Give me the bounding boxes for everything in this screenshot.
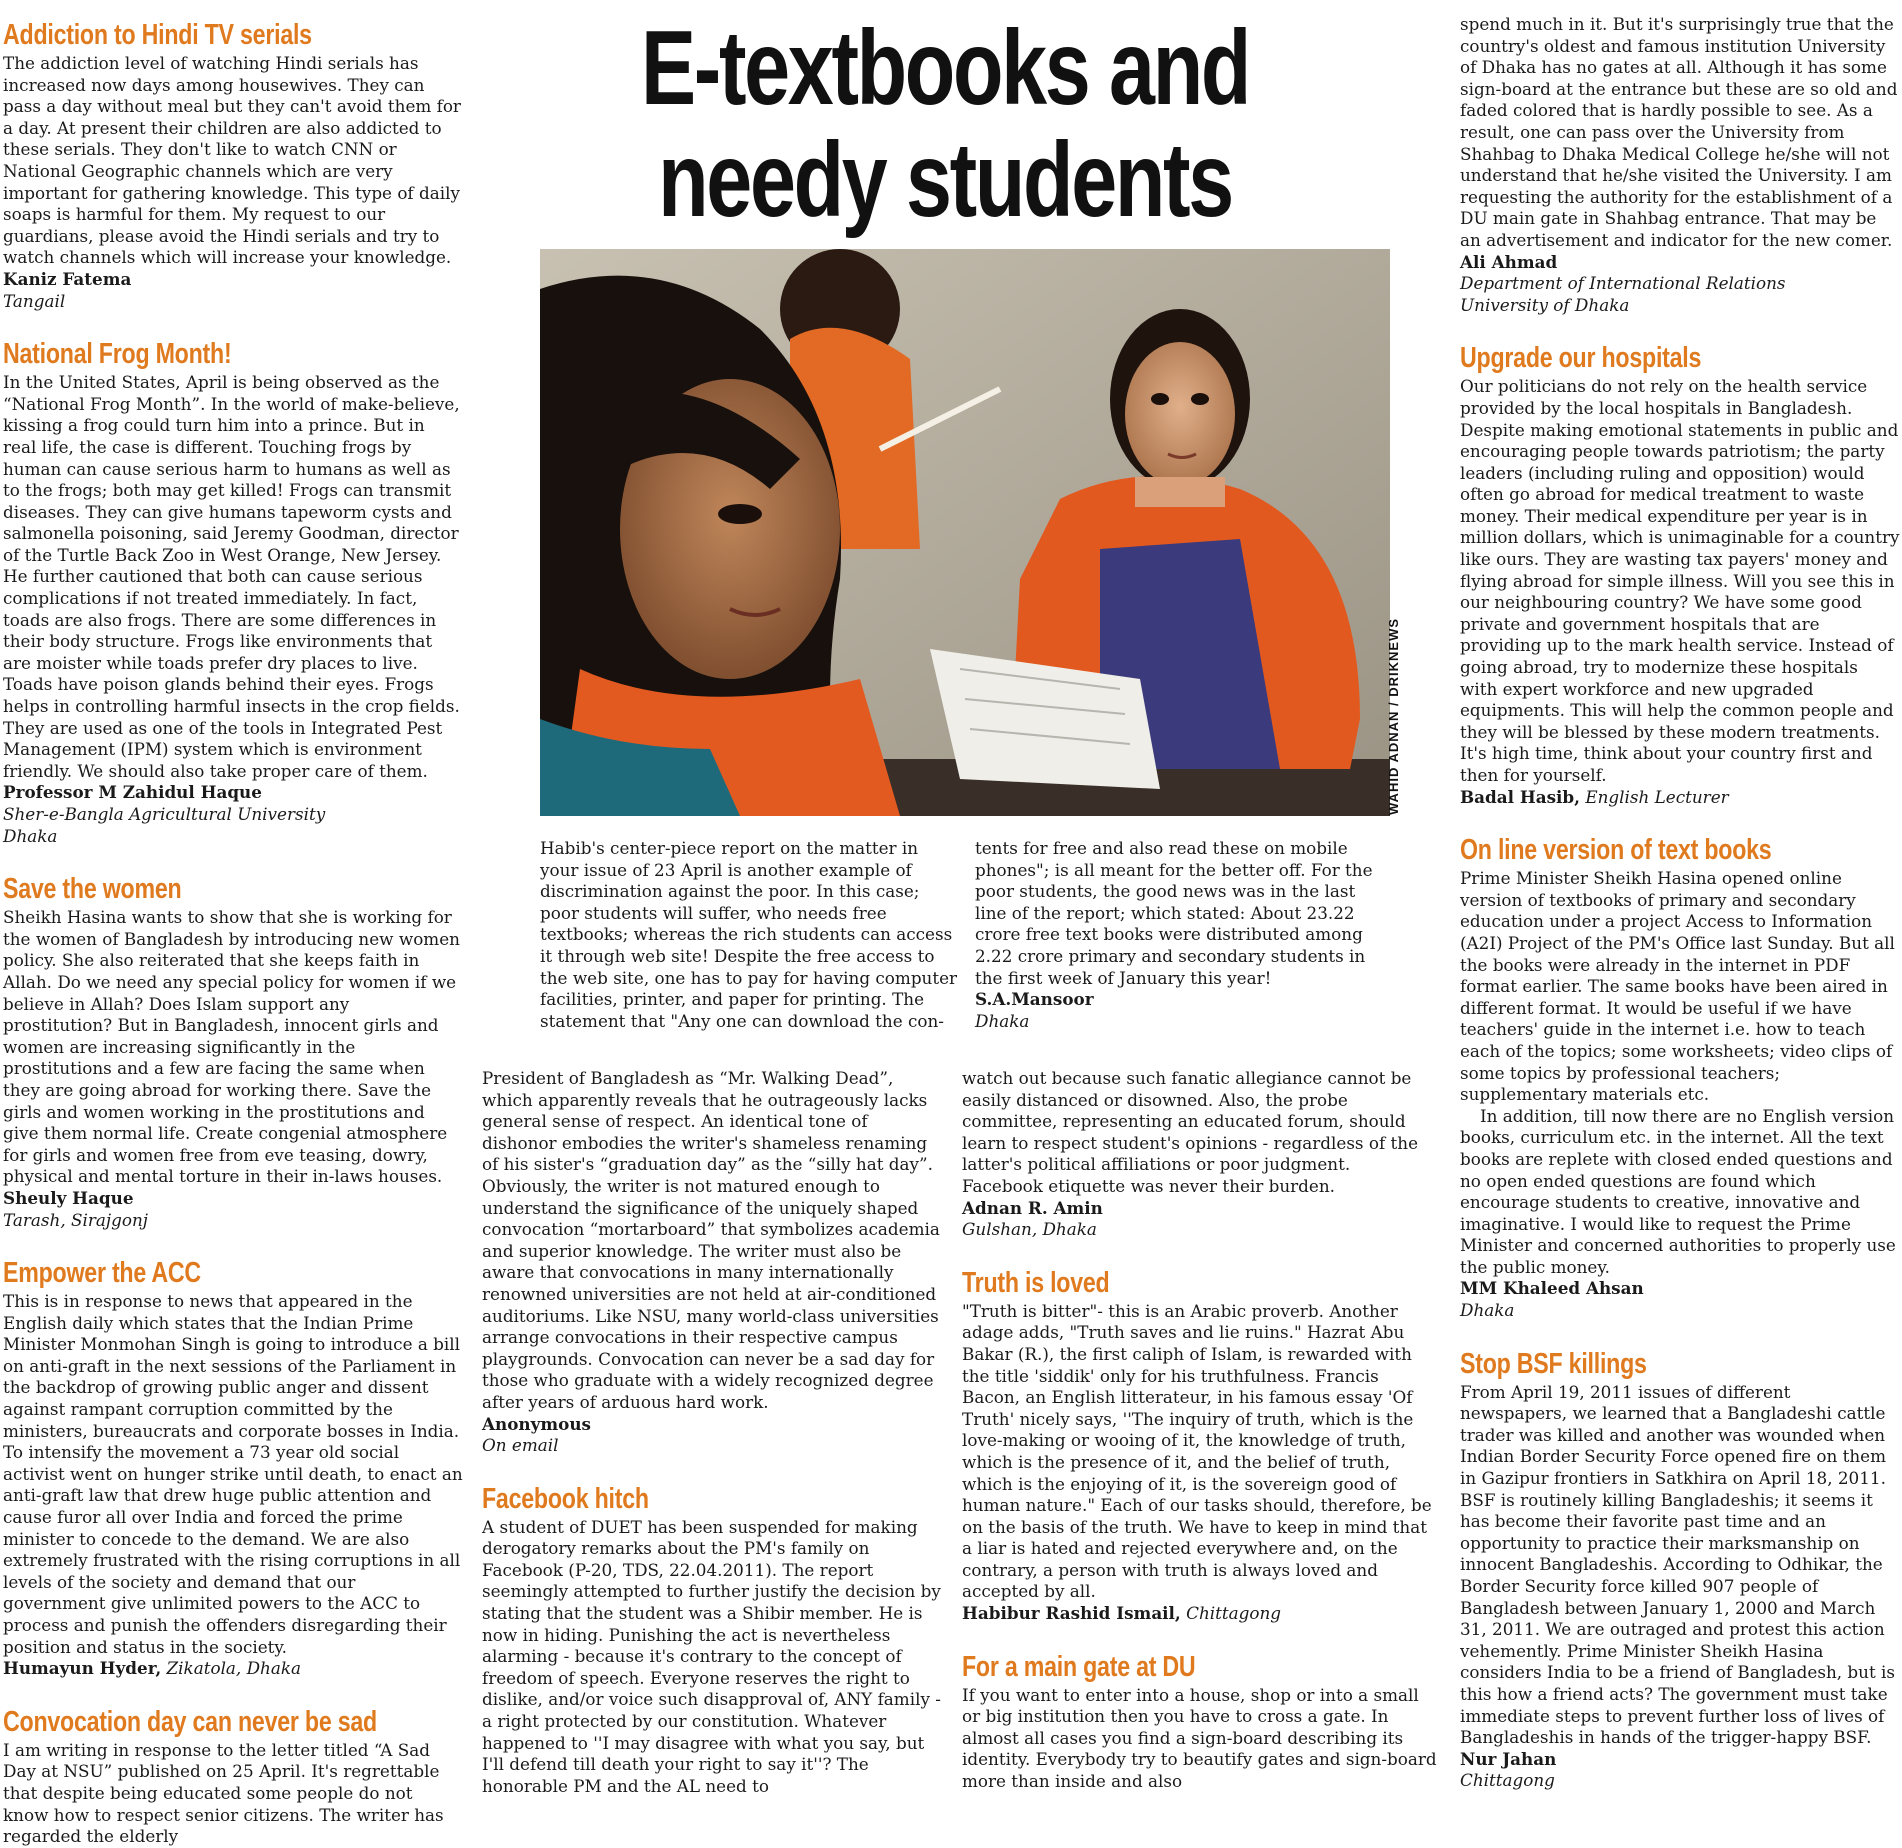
letter-body: The addiction level of watching Hindi serials has increased now days among housewives. They can pass a day without meal but they can't avoid them for a day. At present their children are also addicted to these serials. They don't like to watch CNN or National Geographic channels which are very important for gathering knowledge. This type of daily soaps is harmful for them. My request to our guardians, please avoid the Hindi serials and try to watch channels which will increase your knowledge. — [3, 53, 461, 268]
letter-location: Dhaka — [975, 1010, 1030, 1031]
letter-author: Anonymous — [482, 1413, 591, 1434]
letter-body: watch out because such fanatic allegiance cannot be easily distanced or disowned. Also, the probe committee, representing an educated forum, should learn to respect student's opinions - regardless of the latter's political affiliations or poor judgment. — [962, 1068, 1419, 1175]
headline: National Frog Month! — [3, 338, 232, 371]
letter-author: S.A.Mansoor — [975, 989, 1094, 1010]
letter-location: Dhaka — [1460, 1300, 1515, 1321]
letter-body: "Truth is bitter"- this is an Arabic proverb. Another adage adds, "Truth saves and lie ruins." Hazrat Abu Bakar (R.), the first caliph of Islam, is rewarded with the title 'siddik' only for his truthfulness. Francis Bacon, an English litterateur, in his famous essay 'Of Truth' nicely says, ''The inquiry of truth, which is the love-making or wooing of it, the knowledge of truth, which is the presence of it, and the belief of truth, which is the enjoying of it, is the sovereign good of human nature." Each of our tasks should, therefore, be on the basis of the truth. We have to keep in mind that a liar is hated and rejected everywhere and, on the contrary, a person with truth is always loved and accepted by all. — [962, 1300, 1432, 1602]
letter-online-textbooks — [1460, 834, 1900, 1321]
letter-author: Sheuly Haque — [3, 1187, 134, 1208]
letter-convocation-cont — [482, 1068, 947, 1457]
letter-hindi-serials — [3, 19, 463, 312]
letter-body: Our politicians do not rely on the health service provided by the local hospitals in Bangladesh. Despite making emotional statements in public and encouraging people towards patriotism; the party leaders (including ruling and opposition) would often go abroad for medical treatment to waste money. Their medical expenditure per year is in million dollars, which is unimaginable for a country like ours. They are wasting tax payers' money and flying abroad for simple illness. Will you see this in our neighbouring country? We have some good private and government hospitals that are providing up to the mark health service. Instead of going abroad, try to modernize these hospitals with expert workforce and new upgraded equipments. This will help the common people and they will be blessed by these modern treatments. It's high time, think about your country first and then for yourself. — [1460, 376, 1900, 785]
headline: Upgrade our hospitals — [1460, 342, 1702, 375]
classroom-photo — [540, 249, 1390, 816]
letter-bsf-killings — [1460, 1348, 1900, 1792]
letter-du-gate — [962, 1651, 1440, 1793]
letter-save-women — [3, 873, 463, 1231]
letter-author: Badal Hasib, — [1460, 786, 1581, 807]
letter-location: Chittagong — [1460, 1770, 1555, 1791]
letter-author: Adnan R. Amin — [962, 1197, 1103, 1218]
letter-truth-loved — [962, 1267, 1440, 1625]
letter-location: Sher-e-Bangla Agricultural University — [3, 804, 326, 824]
letter-facebook-hitch — [482, 1483, 947, 1798]
letter-location: Department of International Relations — [1460, 273, 1786, 294]
main-letter-col-1 — [540, 838, 960, 1032]
letter-author: Habibur Rashid Ismail, — [962, 1603, 1181, 1624]
letter-facebook-cont — [962, 1068, 1440, 1241]
letter-body: This is in response to news that appeared in the English daily which states that the Indian Prime Minister Monmohan Singh is going to introduce a bill on anti-graft in the next sessions of the Parliament in the backdrop of growing public anger and dissent against rampant corruption committed by the ministers, bureaucrats and corporate bosses in India. To intensify the movement a 73 year old social activist went on hunger strike until death, to enact an anti-graft law that drew huge public attention and cause furor all over India and forced the prime minister to concede to the demand. We are also extremely frustrated with the rising corruptions in all levels of the society and demand that our government give unlimited powers to the ACC to process and punish the offenders disregarding their position and status in the society. — [3, 1291, 463, 1657]
letter-body: spend much in it. But it's surprisingly true that the country's oldest and famous institution University of Dhaka has no gates at all. Although it has some sign-board at the entrance but these are so old and faded colored that is hardly possible to see. As a result, one can pass over the University from Shahbag to Dhaka Medical College he/she will not understand that he/she visited the University. I am requesting the authority for the establishment of a DU main gate in Shahbag entrance. That may be an advertisement and indicator for the new comer. — [1460, 14, 1898, 250]
letter-author: Ali Ahmad — [1460, 251, 1558, 272]
letter-body: A student of DUET has been suspended for making derogatory remarks about the PM's family on Facebook (P-20, TDS, 22.04.2011). The report seemingly attempted to further justify the decision by stating that the student was a Shibir member. He is now in hiding. Punishing the act is nevertheless alarming - because it's contrary to the concept of freedom of speech. Everyone reserves the right to dislike, and/or voice such disapproval of, ANY family - a right protected by our constitution. Whatever happened to ''I may disagree with what you say, but I'll defend till death your right to say it''? The honorable PM and the AL need to — [482, 1516, 941, 1796]
main-letter-body: Habib's center-piece report on the matter in your issue of 23 April is another example of discrimination against the poor. In this case; poor students will suffer, who needs free textbooks; whereas the rich students can access it through web site! Despite the free access to the web site, one has to pay for having computer facilities, printer, and paper for printing. The statement that "Any one can download the con- — [540, 838, 958, 1031]
letter-location: Tangail — [3, 290, 66, 311]
column-center-left — [482, 1068, 947, 1797]
letter-location: Tarash, Sirajgonj — [3, 1209, 148, 1230]
letter-location: University of Dhaka — [1460, 294, 1630, 315]
letter-location: Gulshan, Dhaka — [962, 1219, 1097, 1240]
headline: Empower the ACC — [3, 1257, 201, 1290]
headline: Facebook hitch — [482, 1482, 649, 1515]
letter-body: If you want to enter into a house, shop or into a small or big institution then you have to cross a gate. In almost all cases you find a sign-board describing its identity. Everybody try to beautify gates and sign-board more than inside and also — [962, 1684, 1437, 1792]
main-letter-body: tents for free and also read these on mobile phones"; is all meant for the better off. For the poor students, the good news was in the last line of the report; which stated: About 23.22 crore free text books were distributed among 2.22 crore primary and secondary students in the first week of January this year! — [975, 838, 1373, 988]
headline: Truth is loved — [962, 1266, 1110, 1299]
letter-body: I am writing in response to the letter titled “A Sad Day at NSU” published on 25 April. It's regrettable that despite being educated some people do not know how to respect senior citizens. The writer has regarded the elderly — [3, 1739, 444, 1847]
photo-credit: WAHID ADNAN / DRIKNEWS — [1386, 617, 1401, 815]
headline: Stop BSF killings — [1460, 1347, 1647, 1380]
letter-author: Nur Jahan — [1460, 1748, 1557, 1769]
headline: On line version of text books — [1460, 834, 1772, 867]
letter-body: Facebook etiquette was never their burden. — [962, 1175, 1335, 1196]
letter-location: English Lecturer — [1585, 786, 1729, 807]
letter-du-gate-cont — [1460, 14, 1900, 316]
letter-location: Chittagong — [1186, 1603, 1282, 1624]
letter-body: In the United States, April is being observed as the “National Frog Month”. In the world of make-believe, kissing a frog could turn him into a prince. But in real life, the case is different. Touching frogs by human can cause serious harm to humans as well as to the frogs; both may get killed! Frogs can transmit diseases. They can give humans tapeworm cysts and salmonella poisoning, said Jeremy Goodman, director of the Turtle Back Zoo in West Orange, New Jersey. He further cautioned that both can cause serious complications if not treated immediately. In fact, toads are also frogs. There are some differences in their body structure. Frogs like environments that are moister while toads prefer dry places to live. Toads have poison glands behind their eyes. Frogs helps in controlling harmful insects in the crop fields. They are used as one of the tools in Integrated Pest Management (IPM) system which is environment friendly. We should also take proper care of them. — [3, 372, 460, 781]
column-left — [3, 19, 463, 1848]
headline: Addiction to Hindi TV serials — [3, 19, 312, 51]
letter-body: Sheikh Hasina wants to show that she is working for the women of Bangladesh by introducing new women policy. She also reiterated that she keeps faith in Allah. Do we need any special policy for women if we believe in Allah? Does Islam support any prostitution? But in Bangladesh, innocent girls and women are increasing significantly in the prostitutions and a few are facing the same when they are going abroad for working there. Save the girls and women working in the prostitutions and give them normal life. Create congenial atmosphere for girls and women free from eve teasing, dowry, physical and mental torture in their in-laws houses. — [3, 907, 460, 1187]
letter-location: On email — [482, 1435, 559, 1456]
headline: For a main gate at DU — [962, 1650, 1196, 1683]
letter-author: MM Khaleed Ahsan — [1460, 1278, 1644, 1299]
letter-location: Zikatola, Dhaka — [166, 1658, 302, 1679]
letter-convocation — [3, 1706, 463, 1848]
letter-upgrade-hospitals — [1460, 342, 1900, 808]
headline: Convocation day can never be sad — [3, 1705, 377, 1738]
column-right — [1460, 14, 1900, 1792]
column-center-right — [962, 1068, 1440, 1793]
letter-location: Dhaka — [3, 825, 58, 846]
letter-body: From April 19, 2011 issues of different newspapers, we learned that a Bangladeshi cattle trader was killed and another was wounded when Indian Border Security Force opened fire on them in Gazipur frontiers in Satkhira on April 18, 2011. BSF is routinely killing Bangladeshis; it seems it has become their favorite past time and an opportunity to practice their marksmanship on innocent Bangladeshis. According to Odhikar, the Border Security force killed 907 people of Bangladesh between January 1, 2000 and March 31, 2011. We are outraged and protest this action vehemently. Prime Minister Sheikh Hasina considers India to be a friend of Bangladesh, but is this how a friend acts? The government must take immediate steps to prevent further loss of lives of Bangladeshis in hands of the trigger-happy BSF. — [1460, 1381, 1896, 1748]
letter-author: Professor M Zahidul Haque — [3, 782, 262, 803]
letter-empower-acc — [3, 1257, 463, 1680]
letter-author: Humayun Hyder, — [3, 1658, 162, 1679]
letter-body: Prime Minister Sheikh Hasina opened online version of textbooks of primary and secondary education under a project Access to Information (A2I) Project of the PM's Office last Sunday. But all the books were already in the internet in PDF format earlier. The same books have been aired in different format. It would be useful if we have teachers' guide in the internet i.e. how to teach each of the topics; some worksheets; video clips of some topics by professional teachers; supplementary materials etc. — [1460, 868, 1895, 1105]
letter-author: Kaniz Fatema — [3, 268, 132, 289]
letter-body: President of Bangladesh as “Mr. Walking Dead”, which apparently reveals that he outrageously lacks general sense of respect. An identical tone of dishonor embodies the writer's shameless renaming of his sister's “graduation day” as the “silly hat day”. Obviously, the writer is not matured enough to understand the significance of the uniquely shaped convocation “mortarboard” that symbolizes academia and superior knowledge. The writer must also be aware that convocations in many internationally renowned universities are not held at air-conditioned auditoriums. Like NSU, many world-class universities arrange convocations in their respective campus playgrounds. Convocation can never be a sad day for those who graduate with a widely recognized degree after years of arduous hard work. — [482, 1068, 940, 1412]
main-letter-col-2 — [975, 838, 1390, 1032]
letter-body: In addition, till now there are no English version books, curriculum etc. in the internet. All the text books are replete with closed ended questions and no open ended questions are found which encourage students to creative, innovative and imaginative. I would like to request the Prime Minister and concerned authorities to properly use the public money. — [1460, 1105, 1896, 1277]
page-title: E-textbooks and needy students — [640, 9, 1250, 239]
headline: Save the women — [3, 873, 182, 906]
letter-frog-month — [3, 338, 463, 847]
